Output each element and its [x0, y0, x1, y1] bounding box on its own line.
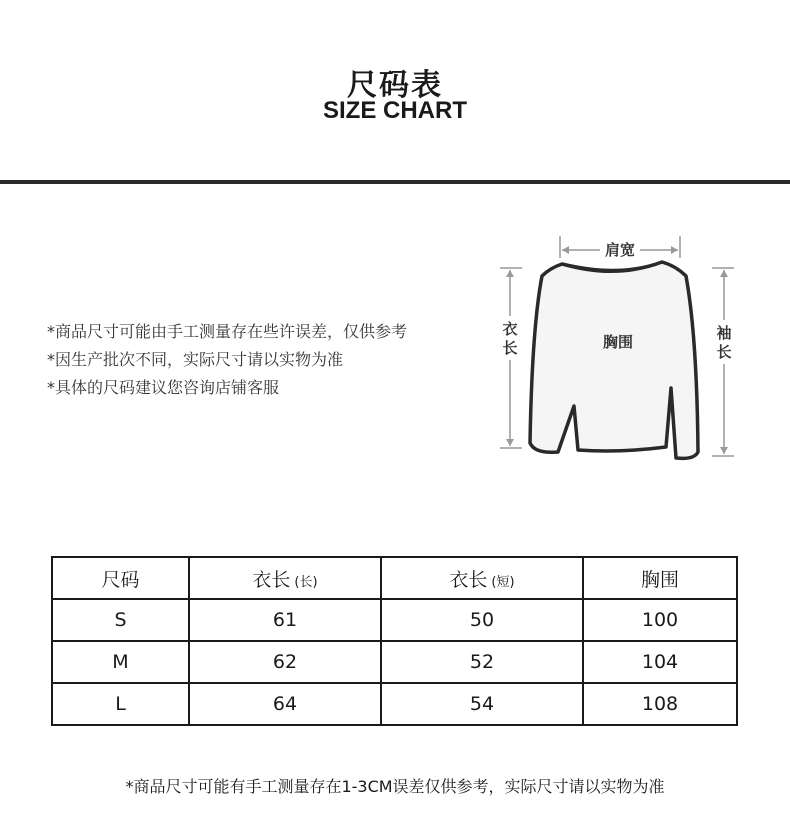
header-length-short — [381, 557, 583, 599]
header-length-short-sub: (短) — [491, 574, 515, 590]
arrowhead — [506, 439, 514, 446]
cell-size: M — [52, 641, 189, 683]
cell-chest: 104 — [583, 641, 737, 683]
table-header-row — [52, 557, 737, 599]
header-size: 尺码 — [52, 557, 189, 599]
arrowhead — [720, 270, 728, 277]
length-label-top: 衣 — [502, 320, 518, 338]
cell-chest: 108 — [583, 683, 737, 725]
cell-length-short: 50 — [381, 599, 583, 641]
header-length-long-sub: (长) — [294, 574, 318, 590]
notes — [47, 318, 407, 402]
cell-size: L — [52, 683, 189, 725]
sleeve-label-bottom: 长 — [716, 343, 732, 361]
arrowhead — [671, 246, 678, 254]
arrowhead — [720, 447, 728, 454]
table-row — [52, 599, 737, 641]
arrowhead — [562, 246, 569, 254]
note-item: *具体的尺码建议您咨询店铺客服 — [47, 378, 280, 397]
note-item: *因生产批次不同，实际尺寸请以实物为准 — [47, 350, 344, 369]
footer-note: *商品尺寸可能有手工测量存在1-3CM误差仅供参考，实际尺寸请以实物为准 — [125, 777, 665, 796]
cell-size: S — [52, 599, 189, 641]
divider — [0, 180, 790, 184]
header-length-short-main: 衣长 — [449, 568, 488, 591]
page-title: 尺码表 — [347, 68, 443, 103]
header-length-long — [189, 557, 381, 599]
shirt-outline — [530, 262, 698, 458]
length-label-bottom: 长 — [502, 339, 518, 357]
header-length-long-main: 衣长 — [252, 568, 291, 591]
table-row — [52, 641, 737, 683]
header-chest: 胸围 — [583, 557, 737, 599]
arrowhead — [506, 270, 514, 277]
sleeve-label-top: 袖 — [716, 324, 732, 342]
cell-chest: 100 — [583, 599, 737, 641]
page-subtitle: SIZE CHART — [323, 97, 467, 124]
shoulder-label: 肩宽 — [604, 241, 636, 259]
cell-length-short: 52 — [381, 641, 583, 683]
size-table — [51, 556, 738, 726]
cell-length-short: 54 — [381, 683, 583, 725]
cell-length-long: 62 — [189, 641, 381, 683]
table-row — [52, 683, 737, 725]
cell-length-long: 64 — [189, 683, 381, 725]
note-item: *商品尺寸可能由手工测量存在些许误差，仅供参考 — [47, 322, 408, 341]
shirt-diagram — [490, 228, 740, 468]
chest-label: 胸围 — [602, 333, 634, 351]
cell-length-long: 61 — [189, 599, 381, 641]
